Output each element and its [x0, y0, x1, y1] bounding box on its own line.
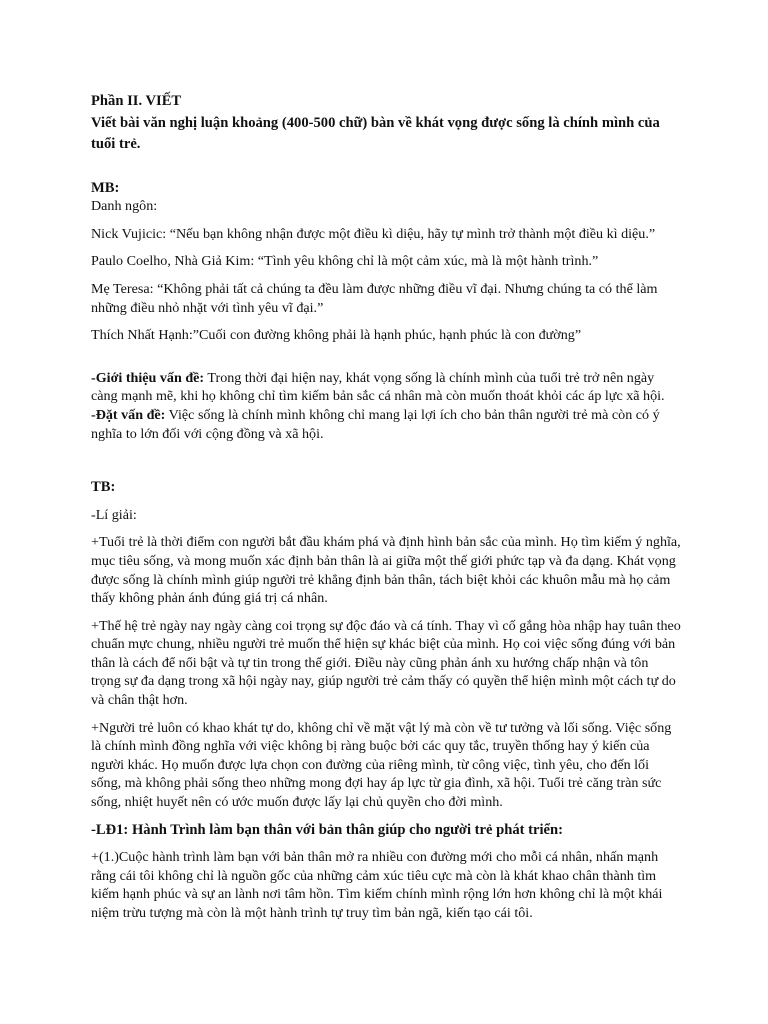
- document-page: [91, 92, 681, 923]
- quote-paulo-coelho: Paulo Coelho, Nhà Giả Kim: “Tình yêu không chỉ là một cảm xúc, mà là một hành trình.”: [91, 253, 599, 270]
- explain-paragraph-3: +Người trẻ luôn có khao khát tự do, không chỉ về mặt vật lý mà còn về tư tưởng và lối sống. Việc sống là chính mình đồng nghĩa với việc không bị ràng buộc bởi các quy tắc, truyền thống hay ý kiến của người khác. Họ muốn được lựa chọn con đường của riêng mình, từ công việc, tình yêu, cho đến lối sống, mà không phải sống theo những mong đợi hay áp lực từ gia đình, xã hội. Tuổi trẻ căng tràn sức sống, nhiệt huyết nên có ước muốn được lấy lại chủ quyền cho đời mình.: [91, 719, 672, 811]
- ld1-heading: -LĐ1: Hành Trình làm bạn thân với bản thân giúp cho người trẻ phát triển:: [91, 821, 564, 838]
- quote-mother-teresa: Mẹ Teresa: “Không phải tất cả chúng ta đều làm được những điều vĩ đại. Nhưng chúng ta có thể làm những điều nhỏ nhặt với tình yêu vĩ đại.”: [91, 280, 658, 316]
- issue-text: Việc sống là chính mình không chỉ mang lại lợi ích cho bản thân người trẻ mà còn có ý nghĩa to lớn đối với cộng đồng và xã hội.: [91, 406, 660, 442]
- intro-label: -Giới thiệu vấn đề:: [91, 369, 205, 386]
- issue-paragraph: [91, 406, 681, 443]
- intro-text: Trong thời đại hiện nay, khát vọng sống là chính mình của tuổi trẻ trở nên ngày càng mạnh mẽ, khi họ không chỉ tìm kiếm bản sắc cá nhân mà còn muốn thoát khỏi các áp lực xã hội.: [91, 369, 665, 405]
- quote-nick-vujicic: Nick Vujicic: “Nếu bạn không nhận được một điều kì diệu, hãy tự mình trở thành một điều kì diệu.”: [91, 225, 656, 242]
- explain-paragraph-2: +Thế hệ trẻ ngày nay ngày càng coi trọng sự độc đáo và cá tính. Thay vì cố gắng hòa nhập hay tuân theo chuẩn mực chung, nhiều người trẻ muốn thể hiện sự khác biệt của mình. Họ coi việc sống đúng với bản thân là cách để nổi bật và tự tin trong thế giới. Điều này cũng phản ánh xu hướng chấp nhận và tôn trọng sự đa dạng trong xã hội ngày nay, giúp người trẻ cảm thấy có quyền thể hiện mình một cách tự do và chân thật hơn.: [91, 617, 681, 709]
- explain-label: -Lí giải:: [91, 506, 137, 523]
- quotes-label: Danh ngôn:: [91, 198, 158, 215]
- essay-task: Viết bài văn nghị luận khoảng (400-500 chữ) bàn về khát vọng được sống là chính mình của tuổi trẻ.: [91, 114, 660, 152]
- tb-heading: TB:: [91, 479, 116, 496]
- quote-thich-nhat-hanh: Thích Nhất Hạnh:”Cuối con đường không phải là hạnh phúc, hạnh phúc là con đường”: [91, 327, 582, 344]
- mb-heading: MB:: [91, 179, 120, 196]
- issue-label: -Đặt vấn đề:: [91, 406, 166, 423]
- explain-paragraph-1: +Tuổi trẻ là thời điểm con người bắt đầu khám phá và định hình bản sắc của mình. Họ tìm kiếm ý nghĩa, mục tiêu sống, và mong muốn xác định bản thân là ai giữa một thế giới phức tạp và đa dạng. Khát vọng được sống là chính mình giúp người trẻ khẳng định bản thân, tách biệt khỏi các khuôn mẫu mà họ cảm thấy không phản ánh đúng giá trị cá nhân.: [91, 534, 681, 607]
- part-title: Phần II. VIẾT: [91, 93, 182, 109]
- intro-paragraph: [91, 369, 681, 406]
- ld1-paragraph: +(1.)Cuộc hành trình làm bạn với bản thân mở ra nhiều con đường mới cho mỗi cá nhân, nhấn mạnh rằng cái tôi không chỉ là nguồn gốc của những cảm xúc tiêu cực mà còn là khát khao chân thành tìm kiếm hạnh phúc và sự an lành nơi tâm hồn. Tìm kiếm chính mình rộng lớn hơn không chỉ là một khái niệm trừu tượng mà còn là một hành trình tự truy tìm bản ngã, kiến tạo cái tôi.: [91, 849, 663, 921]
